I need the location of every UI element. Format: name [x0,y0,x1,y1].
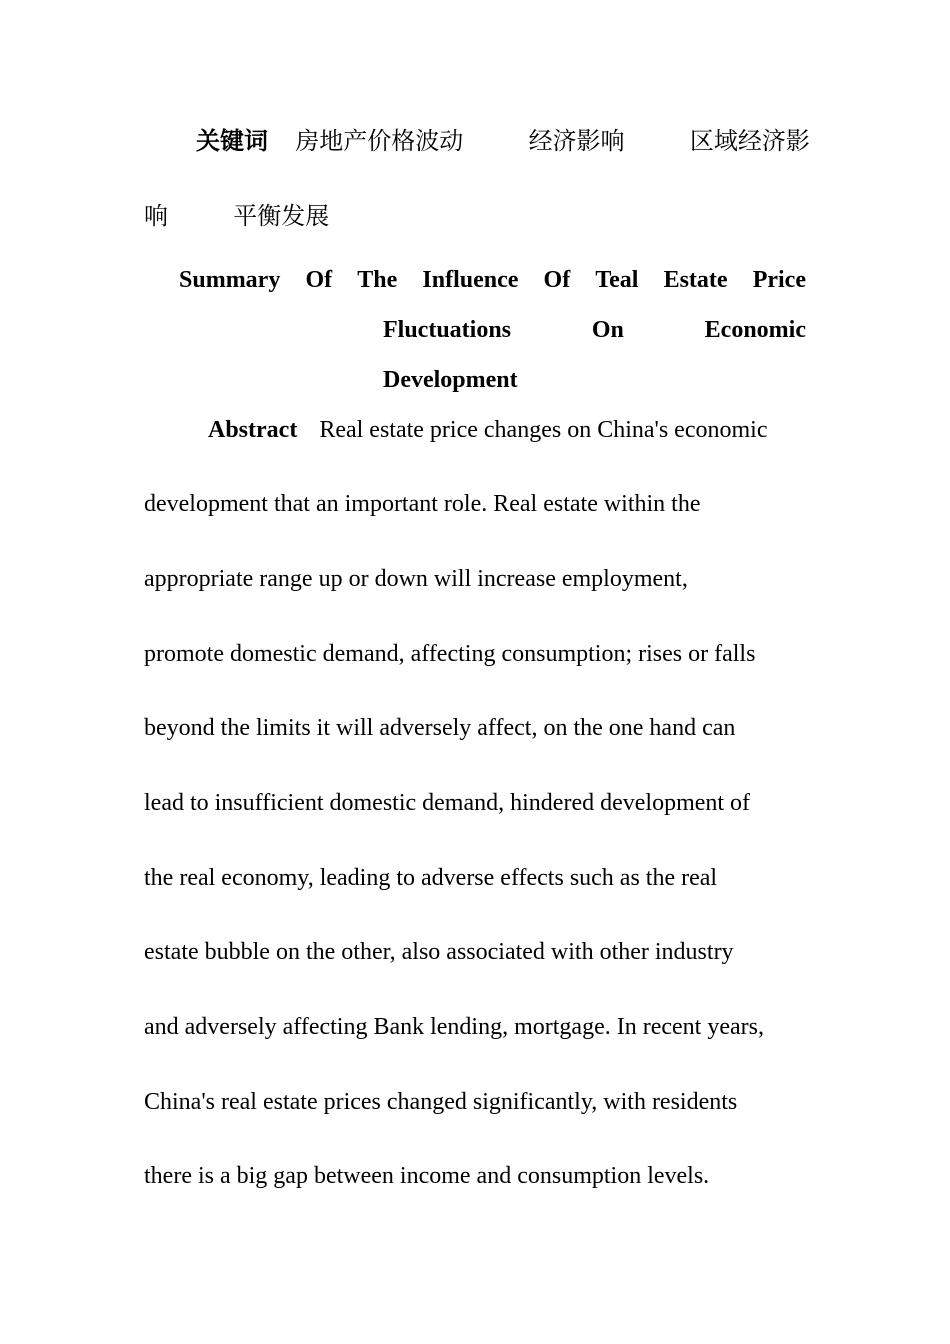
title-word: Summary [179,267,281,293]
abstract-line: appropriate range up or down will increase employment, [144,566,688,592]
title-word: On [591,317,624,343]
abstract-line: lead to insufficient domestic demand, hindered development of [144,790,751,816]
title-word: Of [305,267,333,293]
abstract-line: development that an important role. Real estate within the [144,491,701,517]
title-line-1 [179,265,806,295]
title-word: Economic [704,317,806,343]
title-word: Fluctuations [383,317,512,343]
title-word: Development [383,367,518,393]
keyword-item: 响 [144,202,168,230]
abstract-line: China's real estate prices changed significantly, with residents [144,1089,738,1115]
abstract-line: there is a big gap between income and consumption levels. [144,1163,710,1189]
abstract-line: estate bubble on the other, also associated with other industry [144,939,734,965]
title-word: Price [752,267,806,293]
keyword-item: 经济影响 [528,127,625,155]
title-word: Teal [595,267,639,293]
keywords-line-1 [196,126,810,156]
abstract-line: beyond the limits it will adversely affect, on the one hand can [144,715,736,741]
title-line-2 [383,315,806,345]
abstract-line: and adversely affecting Bank lending, mortgage. In recent years, [144,1014,764,1040]
title-word: Influence [422,267,519,293]
keywords-line-2 [144,201,329,231]
abstract-label: Abstract [208,417,298,443]
keyword-item: 平衡发展 [233,202,330,230]
keyword-item: 区域经济影 [689,127,810,155]
keyword-item: 房地产价格波动 [295,127,464,155]
title-word: Estate [663,267,728,293]
abstract-line [208,415,767,445]
abstract-line: the real economy, leading to adverse effects such as the real [144,865,718,891]
title-word: The [357,267,398,293]
keywords-label: 关键词 [196,127,268,155]
title-word: Of [543,267,571,293]
abstract-line: promote domestic demand, affecting consumption; rises or falls [144,641,756,667]
abstract-text: Real estate price changes on China's economic [319,417,768,443]
title-line-3 [383,365,518,395]
